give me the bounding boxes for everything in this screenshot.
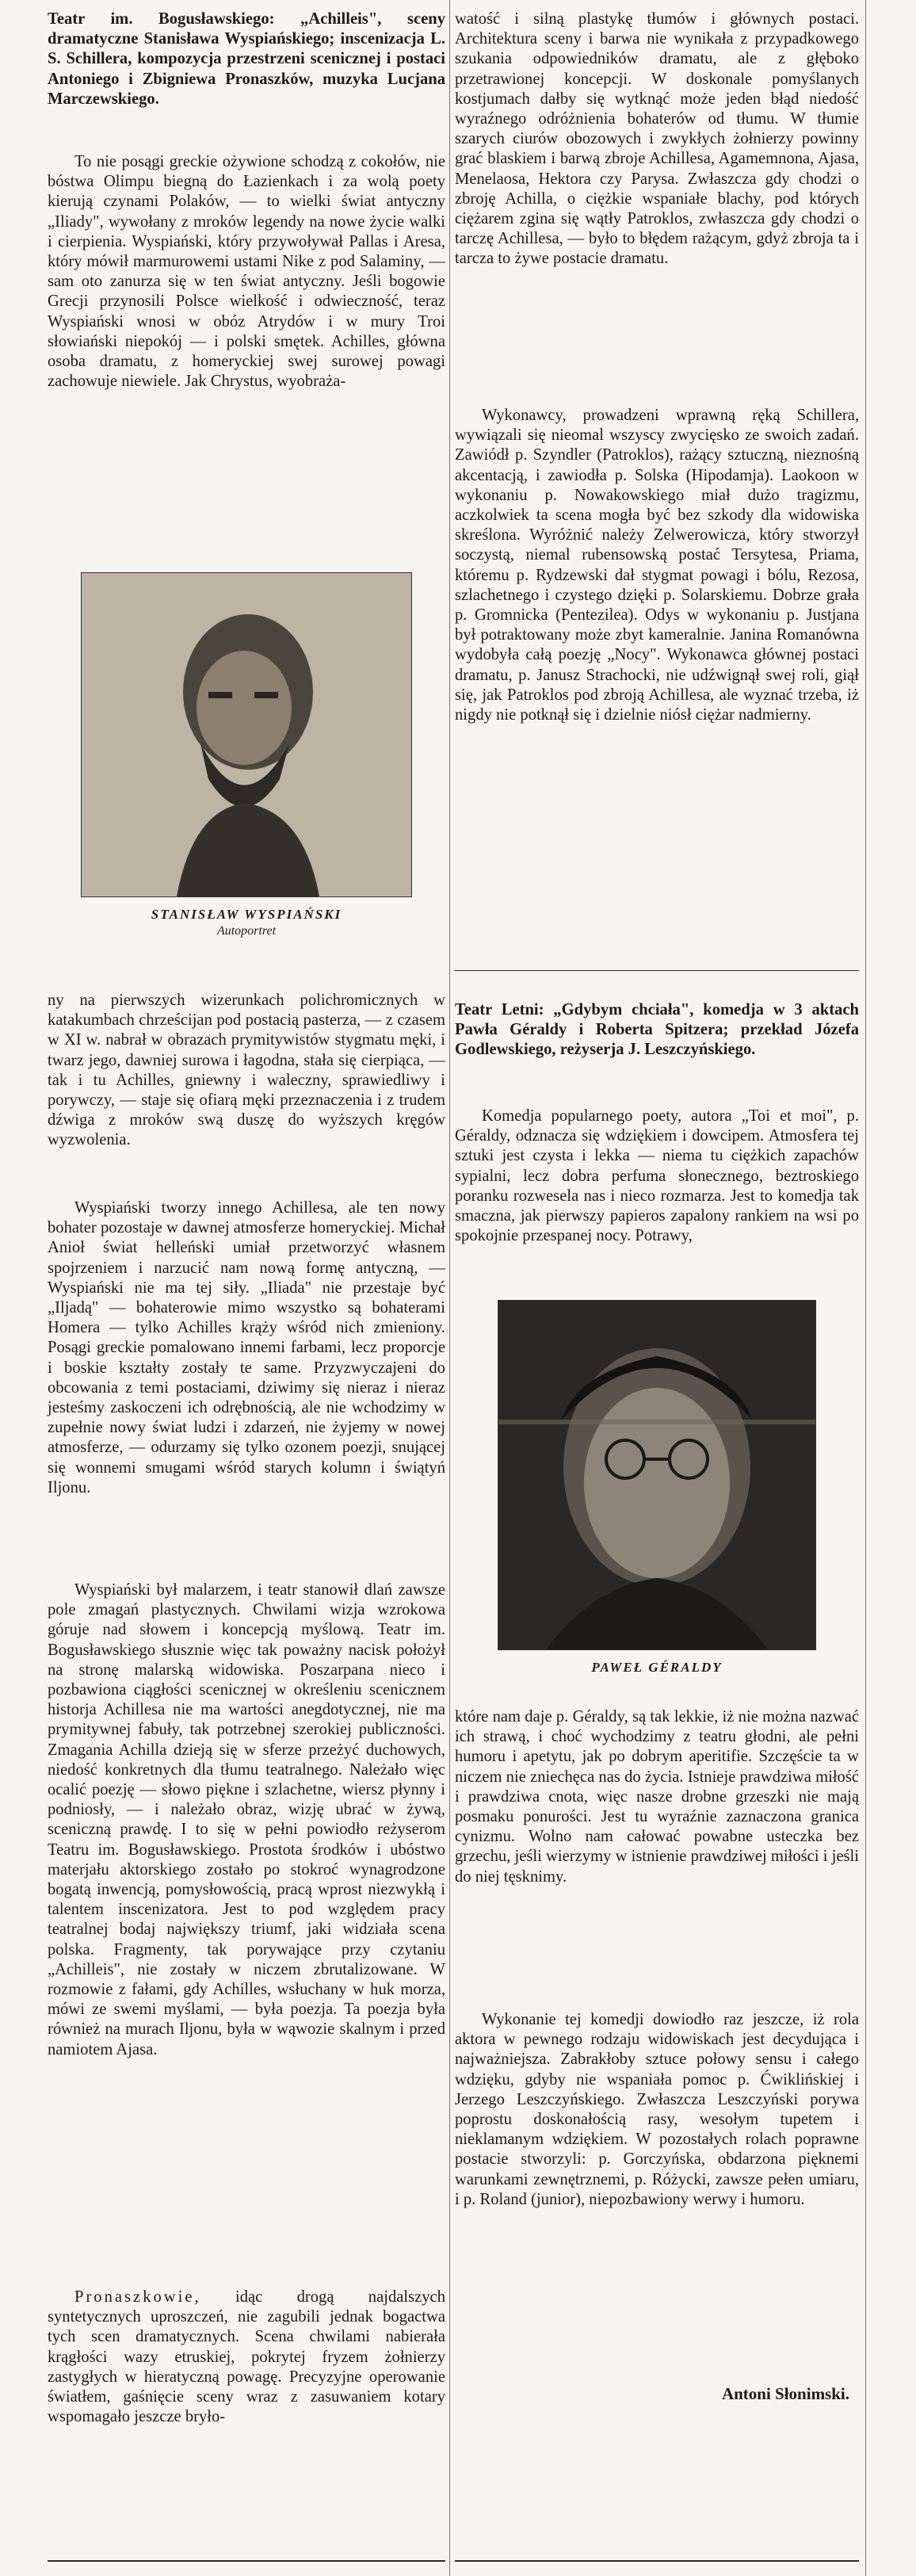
column-divider-1 [449, 0, 450, 2576]
review-achilleis-para-6 [455, 10, 859, 269]
paragraph: ny na pierwszych wizerunkach polichromicznych w katakumbach chrześcijan pod postacią pasterza, — z czasem w XI w. nabrał w obrazach prymitywistów stygmatu męki, i twarz jego, dawniej surowa i łagodna, stała się cierpiąca, — tak i tu Achilles, gniewny i waleczny, sprawiedliwy i porywczy, — staje się ofiarą męki przeznaczenia i z trudem dźwiga z mroków swą duszę do wyższych kręgów wyzwolenia. [48, 992, 445, 1149]
paragraph: Wykonanie tej komedji dowiodło raz jeszcze, iż rola aktora w pewnego rodzaju widowiskach jest decydująca i najważniejsza. Zabrakłoby sztuce połowy sensu i całego wdzięku, gdyby nie wspaniała pomoc p. Ćwiklińskiej i Jerzego Leszczyńskiego. Zwłaszcza Leszczyński porywa poprostu doskonałością rasy, wesołym tupetem i nieklamanym wdziękiem. W pozostałych rolach poprawne postacie stworzyli: p. Gorczyńska, obdarzona pięknemi warunkami zewnętrznemi, p. Różycki, zawsze pełen umiaru, i p. Roland (junior), niepozbawiony werwy i humoru. [455, 2011, 859, 2208]
review-achilleis-para-1 [48, 152, 445, 392]
bottom-rule [455, 2560, 859, 2562]
paragraph: Wyspiański był malarzem, i teatr stanowił dlań zawsze pole zmagań plastycznych. Chwilami wizja wzrokowa góruje nad słowem i koncepcją myślową. Teatr im. Bogusławskiego słusznie więc tak poważny nacisk położył na stronę malarską widowiska. Poszarpana nieco i pozbawiona ciągłości scenicznej w określeniu scenicznem historja Achillesa nie ma wartości anegdotycznej, nie ma prymitywnej fabuły, tak potrzebnej szerokiej publiczności. Zmagania Achilla dzieją się w sferze przeżyć duchowych, niedość konkretnych dla tłumu teatralnego. Należało więc ocalić poezję — słowo piękne i szlachetne, wiersz płynny i podniosły, — i należało obraz, wizję ubrać w żywą, sceniczną prawdę. I to się w pełni powiodło reżyserom Teatru im. Bogusławskiego. Prostota środków i ubóstwo materjału aktorskiego zostało po stokroć wynagrodzone bogatą inwencją, pomysłowością, pracą wprost niezwykłą i talentem inscenizatora. Jest to pod względem pracy teatralnej bodaj największy triumf, jaki widziała scena polska. Fragmenty, tak porywające przy czytaniu „Achilleis", nie zostały w niczem zbrutalizowane. W rozmowie z fałami, gdy Achilles, wsłuchany w huk morza, mówi ze swemi myślami, — była poezja. Ta poezja była również na murach Iljonu, była w wąwozie skalnym i przed namiotem Ajasa. [48, 1581, 445, 2058]
review-achilleis-para-2 [48, 991, 445, 1151]
review-gdybym-para-2 [455, 1707, 859, 1887]
paragraph: które nam daje p. Géraldy, są tak lekkie, iż nie można nazwać ich strawą, i choć wychodzimy z teatru głodni, ale pełni humoru i apetytu, jak po dobrym aperitifie. Szczęście ta w niczem nie zniechęca nas do życia. Istnieje prawdziwa miłość i prawdziwa cnota, więc nasze drobne grzeszki nie mają posmaku ponurości. Jest tu wyraźnie zaznaczona granica cynizmu. Wolno nam całować powabne usteczka bez grzechu, jeśli wierzymy w istnienie prawdziwej miłości i jeśli do niej tęsknimy. [455, 1708, 859, 1886]
review-gdybym-para-3 [455, 2010, 859, 2210]
figure-caption-name: STANISŁAW WYSPIAŃSKI [151, 907, 342, 922]
figure-geraldy [455, 1300, 859, 1676]
figure-caption-sub: Autoportret [216, 924, 277, 938]
heading-text: Teatr im. Bogusławskiego: „Achilleis", sceny dramatyczne Stanisława Wyspiańskiego; inscenizacja L. S. Schillera, kompozycja przestrzeni scenicznej i postaci Antoniego i Zbigniewa Pronaszków, muzyka Lucjana Marczewskiego. [48, 10, 445, 108]
portrait-wyspianski-image [81, 572, 412, 897]
paragraph: watość i silną plastykę tłumów i głównych postaci. Architektura sceny i barwa nie wynikała z przypadkowego szukania odpowiedników dramatu, ale z głęboko przetrawionej koncepcji. W doskonale pomyślanych kostjumach dałby się wytknąć może jeden błąd niedość wyraźnego odróżnienia bohaterów od tłumu. W tłumie szarych ciurów obozowych i zwykłych żołnierzy powinny grać blaskiem i barwą zbroje Achillesa, Agamemnona, Ajasa, Menelaosa, Hektora czy Parysa. Zwłaszcza gdy chodzi o zbroję Achilla, o ciężkie wspaniałe blachy, pod których ciężarem zgina się wątły Patroklos, zwłaszcza gdy chodzi o tarczę Achillesa, — było to błędem rażącym, gdyż zbroja ta i tarcza to żywe postacie dramatu. [455, 10, 859, 268]
review-achilleis-para-7 [455, 406, 859, 725]
name-spaced: Pronaszkowie, [74, 2288, 201, 2306]
paragraph: Wyspiański tworzy innego Achillesa, ale ten nowy bohater pozostaje w dawnej atmosferze homeryckiej. Michał Anioł świat helleński umiał przetworzyć własnem spojrzeniem i narzucić nam nową formę antyczną, — Wyspiański nie ma tej siły. „Iliada" nie przestaje być „Iljadą" — bohaterowie mimo wszystko są bohaterami Homera — tylko Achilles krąży wśród nich zmieniony. Posągi greckie pomalowano innemi farbami, lecz proporcje i boskie kształty zostały te same. Przyzwyczajeni do obcowania z temi postaciami, dziwimy się nieraz i nieraz jesteśmy zaskoczeni ich odrębnością, ale nie wchodzimy w zupełnie nowy świat ludzi i zdarzeń, nie żyjemy w nowej atmosferze, — odurzamy się tylko ozonem poezji, snującej się wonnemi smugami wśród starych kolumn i świątyń Iljonu. [48, 1199, 445, 1496]
figure-caption-name: PAWEŁ GÉRALDY [591, 1660, 723, 1675]
bottom-rule [48, 2560, 445, 2562]
review-achilleis-para-4 [48, 1580, 445, 2060]
review-achilleis-para-5 [48, 2287, 445, 2427]
portrait-geraldy-image [498, 1300, 816, 1650]
paragraph: Wykonawcy, prowadzeni wprawną ręką Schillera, wywiązali się nieomal wszyscy zwycięsko ze swoich zadań. Zawiódł p. Szyndler (Patroklos), rażący sztuczną, nieznośną akcentacją, i zawiodła p. Solska (Hipodamja). Laokoon w wykonaniu p. Nowakowskiego miał dużo tragizmu, aczkolwiek ta scena mogła być bez szkody dla widowiska skreślona. Wyróżnić należy Zelwerowicza, który stworzył soczystą, niemal rubensowską postać Tersytesa, Priama, któremu p. Rydzewski dał stygmat powagi i bólu, Rezosa, szlachetnego i czystego dzięki p. Solarskiemu. Dobrze grała p. Gromnicka (Pentezilea). Odys w wykonaniu p. Justjana był potraktowany może zbyt kameralnie. Janina Romanówna wydobyła całą poezję „Nocy". Wykonawca głównej postaci dramatu, p. Janusz Strachocki, nie udźwignął swej roli, giął się, jak Patroklos pod zbroją Achillesa, ale wyznać trzeba, iż nigdy nie potknął się i dzielnie niósł ciężar nadmierny. [455, 407, 859, 724]
column-divider-2 [865, 0, 866, 2576]
review-achilleis-para-3 [48, 1198, 445, 1498]
heading-text: Teatr Letni: „Gdybym chciała", komedja w 3 aktach Pawła Géraldy i Roberta Spitzera; przekład Józefa Godlewskiego, reżyserja J. Leszczyńskiego. [455, 1001, 859, 1059]
paragraph: Komedja popularnego poety, autora „Toi et moi", p. Géraldy, odznacza się wdziękiem i dowcipem. Atmosfera tej sztuki jest czysta i lekka — niema tu ciężkich zapachów sypialni, lecz dobra perfuma słonecznego, beztroskiego poranku rozwesela nas i nieco rozmarza. Jest to komedja tak smaczna, jak pierwszy papieros zapalony rankiem na wsi po spokojnie przespanej nocy. Potrawy, [455, 1107, 859, 1245]
figure-wyspianski [48, 572, 445, 938]
paragraph: To nie posągi greckie ożywione schodzą z cokołów, nie bóstwa Olimpu biegną do Łazienkach i za wolą poety kierują czynami Polaków, — to wielki świat antyczny „Iliady", wywołany z mroków legendy na nowe życie walki i cierpienia. Wyspiański, który przywoływał Pallas i Aresa, który mówił marmurowemi ustami Nike z pod Salaminy, — sam oto zanurza się w ten świat antyczny. Jeśli bogowie Grecji przynosili Polsce wielkość i odwieczność, teraz Wyspiański wnosi w obóz Atrydów i w mury Troi słowiański niepokój — i polski smętek. Achilles, główna osoba dramatu, z homeryckiej swej surowej powagi zachowuje niewiele. Jak Chrystus, wyobraża- [48, 153, 445, 391]
review-achilleis-heading [48, 10, 445, 109]
paragraph-text: idąc drogą najdalszych syntetycznych uproszczeń, nie zagubili jednak bogactwa tych scen dramatycznych. Scena chwilami nabierała krągłości wazy etruskiej, pokrytej fryzem żołnierzy zastygłych w hieratyczną powagę. Precyzyjne operowanie światłem, gaśnięcie sceny wraz z zasuwaniem kotary wspomagało jeszcze bryło- [48, 2288, 445, 2426]
author-signature: Antoni Słonimski. [721, 2384, 849, 2403]
section-rule [455, 970, 859, 971]
review-gdybym-para-1 [455, 1106, 859, 1246]
paragraph [48, 2287, 445, 2427]
review-gdybym-heading [455, 1000, 859, 1061]
